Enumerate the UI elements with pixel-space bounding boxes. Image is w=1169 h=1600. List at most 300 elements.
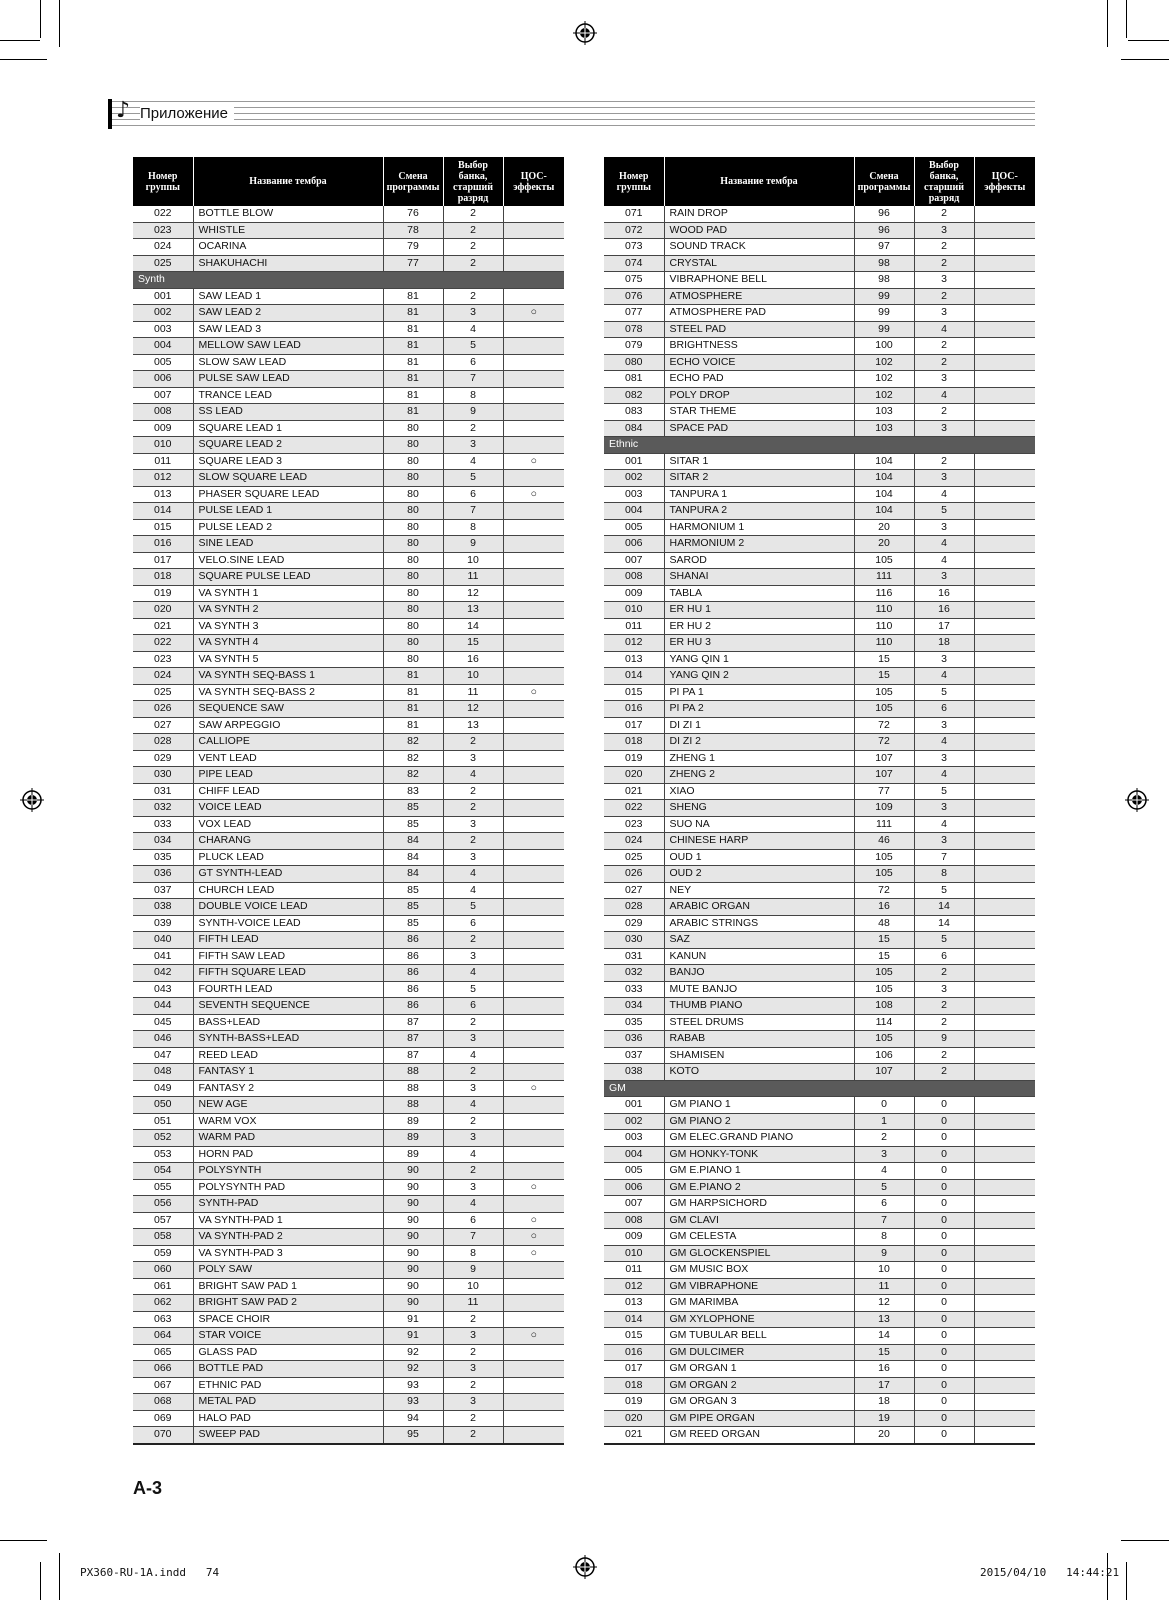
table-cell: 3	[914, 371, 974, 388]
table-cell: SEQUENCE SAW	[193, 701, 383, 718]
table-row	[604, 1377, 1035, 1394]
table-row	[604, 255, 1035, 272]
table-cell: 008	[604, 1212, 664, 1229]
table-cell: PLUCK LEAD	[193, 849, 383, 866]
table-cell: VENT LEAD	[193, 750, 383, 767]
table-cell: 001	[604, 453, 664, 470]
table-row	[604, 668, 1035, 685]
table-row	[604, 1262, 1035, 1279]
table-cell: 028	[133, 734, 193, 751]
table-row	[133, 800, 564, 817]
table-cell	[974, 1113, 1035, 1130]
table-cell: GM ORGAN 2	[664, 1377, 854, 1394]
table-cell: 82	[383, 750, 443, 767]
table-row	[604, 503, 1035, 520]
table-row	[604, 701, 1035, 718]
table-cell	[974, 338, 1035, 355]
table-cell	[503, 503, 564, 520]
table-cell: FIFTH LEAD	[193, 932, 383, 949]
table-cell: 2	[914, 338, 974, 355]
column-header: ЦОС-эффекты	[503, 157, 564, 206]
table-cell	[974, 767, 1035, 784]
table-cell: SLOW SQUARE LEAD	[193, 470, 383, 487]
table-cell: 013	[604, 651, 664, 668]
staff-line	[112, 125, 1035, 126]
table-cell: 15	[854, 932, 914, 949]
table-cell: 8	[443, 519, 503, 536]
footer-timestamp	[980, 1566, 1119, 1579]
staff-line	[112, 113, 1035, 114]
table-cell: VA SYNTH-PAD 3	[193, 1245, 383, 1262]
table-cell	[503, 552, 564, 569]
table-cell: 022	[133, 635, 193, 652]
table-cell: 036	[604, 1031, 664, 1048]
table-cell: 2	[443, 833, 503, 850]
table-cell: 4	[443, 965, 503, 982]
table-cell: VIBRAPHONE BELL	[664, 272, 854, 289]
table-cell: 046	[133, 1031, 193, 1048]
table-cell: 004	[604, 503, 664, 520]
table-cell: SYNTH-VOICE LEAD	[193, 915, 383, 932]
table-cell: 002	[133, 305, 193, 322]
table-cell: 073	[604, 239, 664, 256]
table-cell: 041	[133, 948, 193, 965]
table-row	[604, 849, 1035, 866]
table-cell: 025	[133, 255, 193, 272]
table-cell: RABAB	[664, 1031, 854, 1048]
table-cell: 3	[914, 470, 974, 487]
table-cell: 021	[133, 618, 193, 635]
table-cell: 81	[383, 305, 443, 322]
crop-mark	[59, 0, 60, 47]
table-cell: 80	[383, 635, 443, 652]
table-cell: BOTTLE BLOW	[193, 206, 383, 222]
table-cell: 3	[443, 1130, 503, 1147]
table-cell: 018	[604, 734, 664, 751]
table-cell	[503, 899, 564, 916]
table-cell: 050	[133, 1097, 193, 1114]
table-cell: 2	[443, 288, 503, 305]
table-cell: 3	[854, 1146, 914, 1163]
table-cell: CHINESE HARP	[664, 833, 854, 850]
table-row	[604, 519, 1035, 536]
table-cell: 18	[914, 635, 974, 652]
table-cell	[974, 519, 1035, 536]
table-cell: 071	[604, 206, 664, 222]
table-cell: BANJO	[664, 965, 854, 982]
table-row	[133, 701, 564, 718]
table-cell: SQUARE LEAD 1	[193, 420, 383, 437]
table-row	[133, 1229, 564, 1246]
table-cell	[503, 833, 564, 850]
table-cell: 3	[914, 717, 974, 734]
table-cell: GM PIPE ORGAN	[664, 1410, 854, 1427]
table-cell: 6	[443, 998, 503, 1015]
table-cell: 0	[914, 1179, 974, 1196]
table-cell: 065	[133, 1344, 193, 1361]
table-cell: 80	[383, 585, 443, 602]
crop-mark	[1126, 0, 1127, 38]
table-cell	[974, 1394, 1035, 1411]
table-cell: ECHO PAD	[664, 371, 854, 388]
table-cell: CHARANG	[193, 833, 383, 850]
table-cell: 0	[914, 1361, 974, 1378]
crop-mark	[1107, 0, 1108, 47]
table-cell: 024	[133, 239, 193, 256]
table-cell: GM MUSIC BOX	[664, 1262, 854, 1279]
table-cell: SHAMISEN	[664, 1047, 854, 1064]
table-cell	[974, 569, 1035, 586]
table-cell: 3	[443, 437, 503, 454]
table-cell: 102	[854, 371, 914, 388]
table-cell	[503, 1031, 564, 1048]
table-row	[133, 305, 564, 322]
table-cell: 9	[443, 1262, 503, 1279]
table-cell: 80	[383, 536, 443, 553]
table-cell	[974, 1278, 1035, 1295]
table-cell: 3	[443, 816, 503, 833]
table-row	[133, 1179, 564, 1196]
table-row	[604, 1278, 1035, 1295]
table-cell: 019	[604, 750, 664, 767]
table-cell: 9	[914, 1031, 974, 1048]
table-cell: 96	[854, 206, 914, 222]
table-cell: 15	[854, 668, 914, 685]
table-cell: STEEL PAD	[664, 321, 854, 338]
table-cell: 0	[914, 1377, 974, 1394]
table-cell: 81	[383, 387, 443, 404]
table-cell: 035	[133, 849, 193, 866]
table-cell: 2	[914, 965, 974, 982]
table-cell: 3	[914, 305, 974, 322]
table-cell: 014	[604, 668, 664, 685]
table-row	[133, 1113, 564, 1130]
table-cell: SAW LEAD 2	[193, 305, 383, 322]
table-cell: 80	[383, 503, 443, 520]
table-cell: 4	[914, 668, 974, 685]
table-cell: 031	[604, 948, 664, 965]
table-cell: 009	[133, 420, 193, 437]
table-cell	[503, 321, 564, 338]
table-cell: SQUARE LEAD 3	[193, 453, 383, 470]
table-cell	[503, 1377, 564, 1394]
table-cell: 6	[854, 1196, 914, 1213]
table-cell: GM ORGAN 1	[664, 1361, 854, 1378]
table-cell: 3	[443, 1031, 503, 1048]
table-cell	[974, 206, 1035, 222]
table-cell: 057	[133, 1212, 193, 1229]
table-row	[604, 536, 1035, 553]
table-cell: YANG QIN 1	[664, 651, 854, 668]
table-cell: 105	[854, 1031, 914, 1048]
table-cell	[503, 635, 564, 652]
table-cell: 89	[383, 1113, 443, 1130]
table-cell: 0	[914, 1196, 974, 1213]
table-cell: 4	[443, 1097, 503, 1114]
table-cell: 006	[604, 536, 664, 553]
table-cell: SAROD	[664, 552, 854, 569]
table-row	[133, 635, 564, 652]
table-cell: 90	[383, 1212, 443, 1229]
table-cell	[503, 849, 564, 866]
table-cell: 80	[383, 569, 443, 586]
table-cell: 022	[133, 206, 193, 222]
table-cell: BRIGHTNESS	[664, 338, 854, 355]
table-cell: 16	[914, 602, 974, 619]
table-cell: WOOD PAD	[664, 222, 854, 239]
table-cell: 2	[443, 1377, 503, 1394]
table-row	[604, 1229, 1035, 1246]
table-cell: 12	[854, 1295, 914, 1312]
table-cell: 059	[133, 1245, 193, 1262]
table-cell: SS LEAD	[193, 404, 383, 421]
table-cell: ETHNIC PAD	[193, 1377, 383, 1394]
table-row	[133, 222, 564, 239]
table-cell	[974, 618, 1035, 635]
table-cell: 0	[914, 1130, 974, 1147]
table-cell: 5	[443, 338, 503, 355]
table-cell: 004	[604, 1146, 664, 1163]
table-row	[604, 1113, 1035, 1130]
table-cell	[974, 239, 1035, 256]
table-row	[604, 767, 1035, 784]
table-cell: 90	[383, 1295, 443, 1312]
table-cell: 007	[133, 387, 193, 404]
table-cell: 012	[604, 1278, 664, 1295]
table-cell: 067	[133, 1377, 193, 1394]
group-row	[133, 272, 564, 289]
table-row	[604, 552, 1035, 569]
table-cell: 076	[604, 288, 664, 305]
table-row	[133, 552, 564, 569]
table-cell: 107	[854, 767, 914, 784]
table-cell: 011	[604, 618, 664, 635]
table-cell: 110	[854, 635, 914, 652]
table-cell	[974, 1344, 1035, 1361]
table-cell: 2	[914, 206, 974, 222]
table-cell: 13	[854, 1311, 914, 1328]
table-cell: 105	[854, 684, 914, 701]
table-row	[604, 833, 1035, 850]
table-cell: 20	[854, 536, 914, 553]
table-cell: FIFTH SQUARE LEAD	[193, 965, 383, 982]
table-cell	[503, 1311, 564, 1328]
table-cell: 86	[383, 932, 443, 949]
table-cell: BASS+LEAD	[193, 1014, 383, 1031]
table-row	[604, 717, 1035, 734]
table-cell: 0	[914, 1311, 974, 1328]
table-cell	[974, 915, 1035, 932]
table-cell: REED LEAD	[193, 1047, 383, 1064]
table-cell: 026	[133, 701, 193, 718]
table-row	[604, 915, 1035, 932]
table-cell: 3	[443, 750, 503, 767]
table-cell: MUTE BANJO	[664, 981, 854, 998]
table-cell: 031	[133, 783, 193, 800]
table-cell: 009	[604, 1229, 664, 1246]
table-cell	[503, 1097, 564, 1114]
table-cell: 3	[914, 651, 974, 668]
table-cell	[503, 420, 564, 437]
table-row	[133, 1080, 564, 1097]
table-cell: GM DULCIMER	[664, 1344, 854, 1361]
table-cell: 97	[854, 239, 914, 256]
table-cell	[503, 338, 564, 355]
table-row	[133, 767, 564, 784]
table-cell: THUMB PIANO	[664, 998, 854, 1015]
table-cell: HARMONIUM 2	[664, 536, 854, 553]
table-cell: VOICE LEAD	[193, 800, 383, 817]
table-cell: 90	[383, 1278, 443, 1295]
table-row	[133, 288, 564, 305]
table-cell: 3	[443, 948, 503, 965]
table-row	[604, 305, 1035, 322]
table-cell: 018	[604, 1377, 664, 1394]
table-cell: 015	[604, 684, 664, 701]
table-cell: BRIGHT SAW PAD 1	[193, 1278, 383, 1295]
table-cell: 106	[854, 1047, 914, 1064]
table-cell: 006	[604, 1179, 664, 1196]
table-row	[604, 387, 1035, 404]
table-row	[133, 734, 564, 751]
table-row	[133, 503, 564, 520]
table-cell: 012	[604, 635, 664, 652]
table-cell: 3	[443, 305, 503, 322]
table-cell: 062	[133, 1295, 193, 1312]
music-note-icon: ♪	[116, 98, 131, 123]
table-cell: 102	[854, 354, 914, 371]
table-cell	[974, 899, 1035, 916]
table-cell: 0	[914, 1245, 974, 1262]
table-cell: 001	[604, 1097, 664, 1114]
table-cell: ○	[503, 1212, 564, 1229]
table-cell: 3	[914, 420, 974, 437]
table-cell: 024	[604, 833, 664, 850]
table-row	[604, 1163, 1035, 1180]
footer-file	[80, 1566, 219, 1579]
table-cell: 81	[383, 717, 443, 734]
table-cell: SUO NA	[664, 816, 854, 833]
table-row	[604, 1146, 1035, 1163]
table-cell	[974, 965, 1035, 982]
table-cell: SQUARE PULSE LEAD	[193, 569, 383, 586]
table-cell	[503, 915, 564, 932]
table-cell	[503, 371, 564, 388]
table-cell: 021	[604, 783, 664, 800]
table-cell: 2	[914, 1014, 974, 1031]
table-cell: 023	[133, 651, 193, 668]
table-row	[604, 486, 1035, 503]
table-cell: 075	[604, 272, 664, 289]
table-cell: 105	[854, 965, 914, 982]
table-row	[133, 998, 564, 1015]
table-cell: VA SYNTH-PAD 2	[193, 1229, 383, 1246]
table-cell: ○	[503, 1179, 564, 1196]
table-cell: 109	[854, 800, 914, 817]
table-cell: POLY SAW	[193, 1262, 383, 1279]
table-cell: 85	[383, 882, 443, 899]
table-row	[604, 948, 1035, 965]
table-row	[133, 816, 564, 833]
table-cell: CHURCH LEAD	[193, 882, 383, 899]
table-cell: 80	[383, 486, 443, 503]
table-cell: CRYSTAL	[664, 255, 854, 272]
table-cell: GM MARIMBA	[664, 1295, 854, 1312]
table-row	[133, 453, 564, 470]
table-cell: 2	[443, 1410, 503, 1427]
table-cell	[974, 1245, 1035, 1262]
table-cell: 111	[854, 569, 914, 586]
table-cell	[974, 684, 1035, 701]
table-row	[133, 1427, 564, 1444]
table-cell: GM HARPSICHORD	[664, 1196, 854, 1213]
table-cell: 082	[604, 387, 664, 404]
table-row	[133, 437, 564, 454]
column-header: Смена программы	[854, 157, 914, 206]
table-row	[604, 684, 1035, 701]
table-cell: 94	[383, 1410, 443, 1427]
table-cell: 86	[383, 965, 443, 982]
table-cell: ○	[503, 486, 564, 503]
table-cell: 004	[133, 338, 193, 355]
table-cell: 4	[914, 767, 974, 784]
table-row	[133, 1278, 564, 1295]
table-row	[133, 1031, 564, 1048]
table-cell: 13	[443, 717, 503, 734]
table-cell	[974, 536, 1035, 553]
table-cell	[974, 1229, 1035, 1246]
table-cell: 10	[443, 552, 503, 569]
table-cell	[974, 701, 1035, 718]
table-cell	[503, 701, 564, 718]
table-cell: 2	[914, 255, 974, 272]
table-cell	[503, 734, 564, 751]
table-cell	[974, 371, 1035, 388]
table-cell: SAW LEAD 1	[193, 288, 383, 305]
table-row	[133, 849, 564, 866]
table-cell: 15	[854, 948, 914, 965]
table-cell: 7	[443, 1229, 503, 1246]
table-cell: 84	[383, 849, 443, 866]
table-row	[133, 1047, 564, 1064]
table-cell: 0	[914, 1262, 974, 1279]
table-cell: 87	[383, 1014, 443, 1031]
column-header: Номер группы	[604, 157, 664, 206]
table-cell: 85	[383, 899, 443, 916]
table-cell: WHISTLE	[193, 222, 383, 239]
staff-line	[112, 107, 1035, 108]
table-row	[133, 371, 564, 388]
table-cell	[503, 1163, 564, 1180]
table-row	[133, 321, 564, 338]
table-row	[133, 1410, 564, 1427]
table-row	[133, 1377, 564, 1394]
table-cell	[974, 981, 1035, 998]
table-cell: 48	[854, 915, 914, 932]
table-cell: 108	[854, 998, 914, 1015]
table-cell	[974, 1014, 1035, 1031]
table-cell: 98	[854, 272, 914, 289]
table-cell: 1	[854, 1113, 914, 1130]
table-cell: 070	[133, 1427, 193, 1444]
table-cell	[974, 1361, 1035, 1378]
table-cell: BRIGHT SAW PAD 2	[193, 1295, 383, 1312]
table-cell: 12	[443, 701, 503, 718]
table-cell: 054	[133, 1163, 193, 1180]
table-cell: 032	[133, 800, 193, 817]
table-cell: 045	[133, 1014, 193, 1031]
table-cell: 017	[133, 552, 193, 569]
